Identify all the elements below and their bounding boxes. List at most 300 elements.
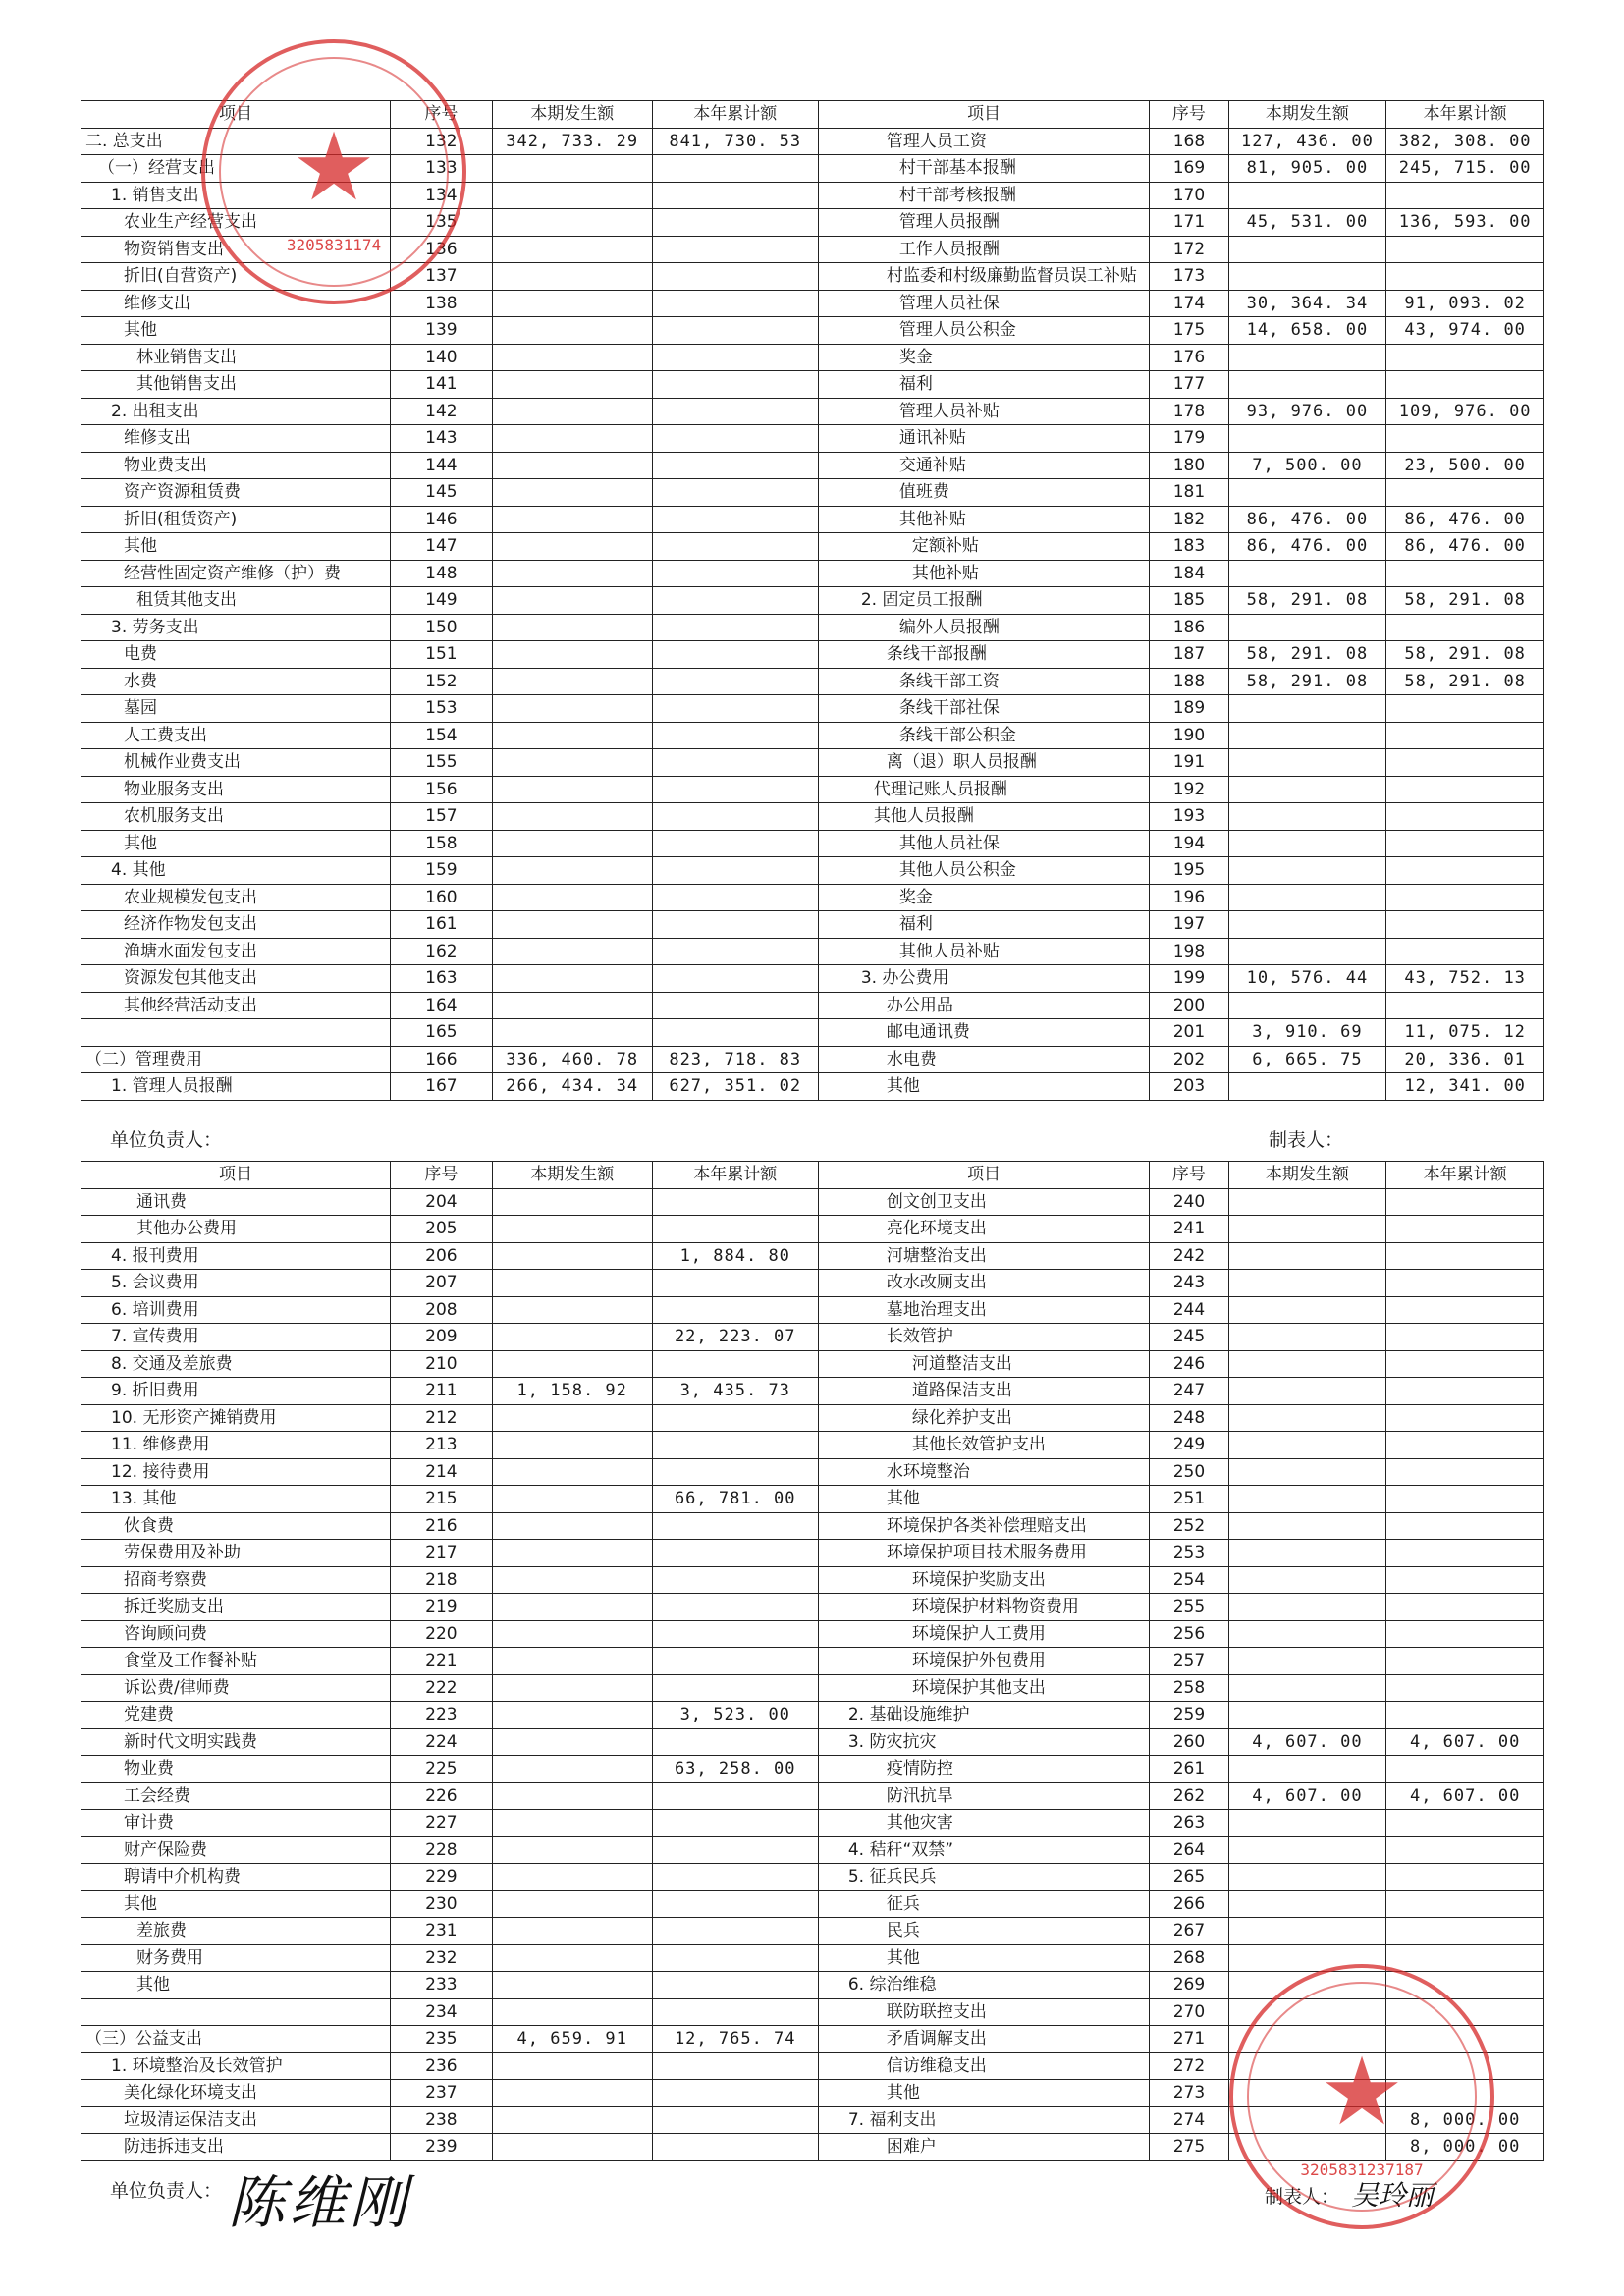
row-seq-number: 259 [1150, 1702, 1228, 1729]
table-row [81, 992, 1544, 1019]
row-ytd-amount [652, 749, 818, 777]
row-ytd-amount [1386, 371, 1544, 399]
row-item-label [81, 1019, 391, 1047]
row-seq-number: 217 [390, 1540, 492, 1567]
row-ytd-amount [652, 344, 818, 371]
row-period-amount [1228, 1242, 1386, 1270]
row-period-amount: 6, 665. 75 [1228, 1046, 1386, 1073]
row-item-label: 其他灾害 [818, 1810, 1149, 1837]
row-item-label: 其他 [81, 317, 391, 345]
row-ytd-amount [652, 1296, 818, 1324]
row-period-amount [492, 668, 652, 695]
row-item-label: 征兵 [818, 1890, 1149, 1918]
row-seq-number: 269 [1150, 1972, 1228, 1999]
row-period-amount [492, 1540, 652, 1567]
row-seq-number: 200 [1150, 992, 1228, 1019]
row-seq-number: 244 [1150, 1296, 1228, 1324]
row-item-label: 1. 管理人员报酬 [81, 1073, 391, 1101]
table-row [81, 1566, 1544, 1594]
row-ytd-amount [1386, 2080, 1544, 2107]
col-header-period: 本期发生额 [1228, 101, 1386, 129]
row-seq-number: 164 [390, 992, 492, 1019]
table-row [81, 1890, 1544, 1918]
expense-table-2 [81, 1161, 1544, 2161]
row-ytd-amount [1386, 560, 1544, 587]
row-ytd-amount [652, 1728, 818, 1756]
table-row [81, 209, 1544, 237]
row-period-amount [492, 641, 652, 669]
row-item-label: 招商考察费 [81, 1566, 391, 1594]
row-seq-number: 182 [1150, 506, 1228, 533]
row-seq-number: 219 [390, 1594, 492, 1621]
table-row [81, 884, 1544, 911]
row-seq-number: 168 [1150, 128, 1228, 155]
row-seq-number: 156 [390, 776, 492, 803]
row-period-amount [1228, 1594, 1386, 1621]
row-ytd-amount [652, 938, 818, 965]
row-seq-number: 250 [1150, 1458, 1228, 1486]
row-ytd-amount [652, 1864, 818, 1891]
row-ytd-amount [1386, 1756, 1544, 1783]
row-ytd-amount: 109, 976. 00 [1386, 398, 1544, 425]
row-period-amount [1228, 1702, 1386, 1729]
row-item-label: 长效管护 [818, 1324, 1149, 1351]
row-period-amount: 10, 576. 44 [1228, 965, 1386, 993]
row-period-amount [492, 317, 652, 345]
table-row [81, 911, 1544, 939]
row-seq-number: 230 [390, 1890, 492, 1918]
row-item-label: （一）经营支出 [81, 155, 391, 183]
unit-leader-label: 单位负责人： [110, 1129, 223, 1151]
row-item-label: 交通补贴 [818, 452, 1149, 479]
row-item-label: 物资销售支出 [81, 236, 391, 263]
row-item-label: 环境保护人工费用 [818, 1620, 1149, 1648]
row-seq-number: 181 [1150, 479, 1228, 507]
table-row [81, 1350, 1544, 1378]
row-ytd-amount [652, 1512, 818, 1540]
row-period-amount [1228, 2080, 1386, 2107]
row-item-label: 农业生产经营支出 [81, 209, 391, 237]
table-row [81, 857, 1544, 885]
row-item-label: 拆迁奖励支出 [81, 1594, 391, 1621]
row-item-label: 2. 出租支出 [81, 398, 391, 425]
row-item-label: 村干部基本报酬 [818, 155, 1149, 183]
row-item-label: 资产资源租赁费 [81, 479, 391, 507]
row-seq-number: 171 [1150, 209, 1228, 237]
row-period-amount: 4, 607. 00 [1228, 1782, 1386, 1810]
row-ytd-amount [652, 1270, 818, 1297]
row-item-label: 林业销售支出 [81, 344, 391, 371]
row-seq-number: 262 [1150, 1782, 1228, 1810]
table-row [81, 2106, 1544, 2134]
row-period-amount [492, 1188, 652, 1216]
row-seq-number: 215 [390, 1486, 492, 1513]
row-item-label: 垃圾清运保洁支出 [81, 2106, 391, 2134]
row-period-amount: 342, 733. 29 [492, 128, 652, 155]
row-period-amount [1228, 1378, 1386, 1405]
row-ytd-amount [652, 371, 818, 399]
row-period-amount: 93, 976. 00 [1228, 398, 1386, 425]
row-period-amount [492, 560, 652, 587]
row-seq-number: 178 [1150, 398, 1228, 425]
row-period-amount [1228, 1404, 1386, 1432]
row-seq-number: 167 [390, 1073, 492, 1101]
row-seq-number: 199 [1150, 965, 1228, 993]
row-period-amount [1228, 1350, 1386, 1378]
row-item-label: 条线干部社保 [818, 695, 1149, 723]
table-row [81, 1782, 1544, 1810]
row-ytd-amount [652, 1216, 818, 1243]
row-seq-number: 153 [390, 695, 492, 723]
table-row [81, 182, 1544, 209]
row-period-amount [492, 1566, 652, 1594]
row-seq-number: 216 [390, 1512, 492, 1540]
row-seq-number: 143 [390, 425, 492, 453]
row-item-label: 党建费 [81, 1702, 391, 1729]
row-item-label: 创文创卫支出 [818, 1188, 1149, 1216]
row-ytd-amount [652, 506, 818, 533]
table-row [81, 641, 1544, 669]
row-seq-number: 193 [1150, 803, 1228, 831]
col-header-seq: 序号 [390, 1162, 492, 1189]
table-row [81, 1810, 1544, 1837]
row-item-label: 2. 基础设施维护 [818, 1702, 1149, 1729]
row-seq-number: 238 [390, 2106, 492, 2134]
row-ytd-amount [1386, 1540, 1544, 1567]
row-item-label: 7. 福利支出 [818, 2106, 1149, 2134]
row-seq-number: 172 [1150, 236, 1228, 263]
row-ytd-amount [652, 722, 818, 749]
row-seq-number: 221 [390, 1648, 492, 1675]
row-ytd-amount [1386, 1674, 1544, 1702]
row-period-amount [1228, 884, 1386, 911]
table-row [81, 1756, 1544, 1783]
row-item-label: 管理人员补贴 [818, 398, 1149, 425]
row-period-amount [492, 1756, 652, 1783]
row-item-label: 维修支出 [81, 425, 391, 453]
row-period-amount [492, 884, 652, 911]
row-ytd-amount [652, 182, 818, 209]
row-item-label: 离（退）职人员报酬 [818, 749, 1149, 777]
row-item-label: 其他补贴 [818, 560, 1149, 587]
row-seq-number: 188 [1150, 668, 1228, 695]
row-period-amount: 58, 291. 08 [1228, 641, 1386, 669]
row-seq-number: 151 [390, 641, 492, 669]
row-item-label: 邮电通讯费 [818, 1019, 1149, 1047]
row-item-label: 10. 无形资产摊销费用 [81, 1404, 391, 1432]
table-header-row [81, 1162, 1544, 1189]
row-item-label: 村监委和村级廉勤监督员误工补贴 [818, 263, 1149, 291]
row-ytd-amount [652, 1594, 818, 1621]
row-item-label: 11. 维修费用 [81, 1432, 391, 1459]
row-item-label: 其他销售支出 [81, 371, 391, 399]
row-seq-number: 240 [1150, 1188, 1228, 1216]
row-ytd-amount [1386, 776, 1544, 803]
preparer-label: 制表人： [1265, 2186, 1340, 2208]
row-ytd-amount [1386, 803, 1544, 831]
row-ytd-amount [1386, 2052, 1544, 2080]
table-row [81, 155, 1544, 183]
row-seq-number: 220 [390, 1620, 492, 1648]
row-item-label: 管理人员工资 [818, 128, 1149, 155]
table-row [81, 1836, 1544, 1864]
row-ytd-amount [1386, 722, 1544, 749]
table-row [81, 1486, 1544, 1513]
row-period-amount [492, 1782, 652, 1810]
row-item-label: 其他 [818, 2080, 1149, 2107]
row-item-label: 美化绿化环境支出 [81, 2080, 391, 2107]
row-ytd-amount [652, 1972, 818, 1999]
row-ytd-amount [1386, 1324, 1544, 1351]
row-ytd-amount [1386, 1242, 1544, 1270]
row-ytd-amount [652, 857, 818, 885]
row-seq-number: 268 [1150, 1944, 1228, 1972]
row-period-amount [1228, 1944, 1386, 1972]
row-seq-number: 209 [390, 1324, 492, 1351]
row-item-label: （二）管理费用 [81, 1046, 391, 1073]
row-ytd-amount [1386, 1836, 1544, 1864]
row-ytd-amount [652, 290, 818, 317]
row-item-label: 环境保护外包费用 [818, 1648, 1149, 1675]
row-item-label: 人工费支出 [81, 722, 391, 749]
table-row [81, 1674, 1544, 1702]
row-period-amount [1228, 1324, 1386, 1351]
row-seq-number: 211 [390, 1378, 492, 1405]
row-item-label: 其他长效管护支出 [818, 1432, 1149, 1459]
row-seq-number: 189 [1150, 695, 1228, 723]
row-seq-number: 203 [1150, 1073, 1228, 1101]
row-period-amount: 58, 291. 08 [1228, 587, 1386, 615]
row-seq-number: 198 [1150, 938, 1228, 965]
row-item-label: 7. 宣传费用 [81, 1324, 391, 1351]
row-period-amount: 30, 364. 34 [1228, 290, 1386, 317]
row-ytd-amount [1386, 911, 1544, 939]
row-item-label: 差旅费 [81, 1918, 391, 1945]
row-period-amount [1228, 911, 1386, 939]
row-ytd-amount [1386, 1918, 1544, 1945]
row-period-amount: 86, 476. 00 [1228, 533, 1386, 561]
row-seq-number: 152 [390, 668, 492, 695]
col-header-item: 项目 [81, 1162, 391, 1189]
row-period-amount [1228, 722, 1386, 749]
row-ytd-amount: 382, 308. 00 [1386, 128, 1544, 155]
row-period-amount [492, 1864, 652, 1891]
table-row [81, 344, 1544, 371]
row-period-amount [1228, 1890, 1386, 1918]
row-ytd-amount [652, 1566, 818, 1594]
row-ytd-amount [652, 911, 818, 939]
row-ytd-amount [1386, 2026, 1544, 2053]
row-ytd-amount [652, 479, 818, 507]
row-ytd-amount [1386, 1864, 1544, 1891]
row-ytd-amount [652, 1540, 818, 1567]
seal-code: 3205831174 [286, 236, 382, 254]
row-period-amount [492, 1458, 652, 1486]
row-ytd-amount: 8, 000. 00 [1386, 2134, 1544, 2161]
row-ytd-amount: 1, 884. 80 [652, 1242, 818, 1270]
row-period-amount [1228, 1674, 1386, 1702]
row-period-amount [492, 1620, 652, 1648]
row-ytd-amount [1386, 1702, 1544, 1729]
row-seq-number: 191 [1150, 749, 1228, 777]
row-period-amount: 127, 436. 00 [1228, 128, 1386, 155]
row-period-amount [492, 155, 652, 183]
row-item-label: 其他 [81, 533, 391, 561]
leader-signature: 陈维刚 [228, 2169, 411, 2236]
row-seq-number: 264 [1150, 1836, 1228, 1864]
row-item-label: 疫情防控 [818, 1756, 1149, 1783]
row-seq-number: 137 [390, 263, 492, 291]
row-period-amount [1228, 938, 1386, 965]
row-seq-number: 210 [390, 1350, 492, 1378]
row-seq-number: 227 [390, 1810, 492, 1837]
row-item-label: 6. 综治维稳 [818, 1972, 1149, 1999]
row-seq-number: 251 [1150, 1486, 1228, 1513]
row-ytd-amount [1386, 830, 1544, 857]
row-seq-number: 213 [390, 1432, 492, 1459]
row-period-amount: 4, 607. 00 [1228, 1728, 1386, 1756]
row-period-amount [492, 2080, 652, 2107]
row-period-amount [1228, 1648, 1386, 1675]
row-seq-number: 206 [390, 1242, 492, 1270]
row-seq-number: 248 [1150, 1404, 1228, 1432]
row-period-amount [492, 533, 652, 561]
row-ytd-amount: 823, 718. 83 [652, 1046, 818, 1073]
row-item-label: 13. 其他 [81, 1486, 391, 1513]
row-period-amount [492, 803, 652, 831]
row-item-label: 防汛抗旱 [818, 1782, 1149, 1810]
row-seq-number: 241 [1150, 1216, 1228, 1243]
row-period-amount [492, 1324, 652, 1351]
row-seq-number: 229 [390, 1864, 492, 1891]
row-seq-number: 149 [390, 587, 492, 615]
row-item-label: 机械作业费支出 [81, 749, 391, 777]
row-ytd-amount [652, 1674, 818, 1702]
row-period-amount [492, 1674, 652, 1702]
row-item-label: 水费 [81, 668, 391, 695]
row-item-label: 水电费 [818, 1046, 1149, 1073]
row-item-label: 河道整洁支出 [818, 1350, 1149, 1378]
table-row [81, 533, 1544, 561]
row-ytd-amount [1386, 479, 1544, 507]
table-row [81, 1998, 1544, 2026]
row-seq-number: 274 [1150, 2106, 1228, 2134]
table-row [81, 1432, 1544, 1459]
row-ytd-amount: 86, 476. 00 [1386, 533, 1544, 561]
row-ytd-amount [652, 236, 818, 263]
table-row [81, 1378, 1544, 1405]
row-item-label: 8. 交通及差旅费 [81, 1350, 391, 1378]
row-item-label: 墓园 [81, 695, 391, 723]
table-row [81, 1864, 1544, 1891]
row-ytd-amount: 12, 341. 00 [1386, 1073, 1544, 1101]
row-seq-number: 239 [390, 2134, 492, 2161]
row-seq-number: 187 [1150, 641, 1228, 669]
row-seq-number: 179 [1150, 425, 1228, 453]
row-period-amount: 45, 531. 00 [1228, 209, 1386, 237]
row-ytd-amount [652, 614, 818, 641]
row-period-amount [1228, 1566, 1386, 1594]
row-seq-number: 266 [1150, 1890, 1228, 1918]
row-seq-number: 173 [1150, 263, 1228, 291]
table-row [81, 1270, 1544, 1297]
row-period-amount [1228, 1836, 1386, 1864]
row-period-amount [492, 2052, 652, 2080]
row-seq-number: 158 [390, 830, 492, 857]
row-period-amount [492, 1702, 652, 1729]
table-row [81, 1073, 1544, 1101]
row-seq-number: 180 [1150, 452, 1228, 479]
row-ytd-amount: 66, 781. 00 [652, 1486, 818, 1513]
table-row [81, 668, 1544, 695]
row-seq-number: 155 [390, 749, 492, 777]
row-period-amount [492, 1728, 652, 1756]
row-ytd-amount [1386, 1566, 1544, 1594]
row-item-label: 4. 秸秆“双禁” [818, 1836, 1149, 1864]
table-row [81, 452, 1544, 479]
row-seq-number: 271 [1150, 2026, 1228, 2053]
table-row [81, 1512, 1544, 1540]
row-seq-number: 222 [390, 1674, 492, 1702]
row-item-label: 审计费 [81, 1810, 391, 1837]
row-seq-number: 232 [390, 1944, 492, 1972]
row-period-amount [1228, 1998, 1386, 2026]
row-seq-number: 263 [1150, 1810, 1228, 1837]
row-ytd-amount [652, 695, 818, 723]
row-ytd-amount: 3, 523. 00 [652, 1702, 818, 1729]
row-item-label: 环境保护奖励支出 [818, 1566, 1149, 1594]
row-ytd-amount [1386, 1972, 1544, 1999]
row-ytd-amount [1386, 263, 1544, 291]
row-ytd-amount [652, 1458, 818, 1486]
row-ytd-amount [1386, 1890, 1544, 1918]
row-item-label: 工会经费 [81, 1782, 391, 1810]
row-period-amount [492, 830, 652, 857]
row-ytd-amount [1386, 1944, 1544, 1972]
row-period-amount [1228, 695, 1386, 723]
row-seq-number: 233 [390, 1972, 492, 1999]
row-period-amount [492, 1432, 652, 1459]
row-period-amount: 58, 291. 08 [1228, 668, 1386, 695]
row-period-amount [1228, 992, 1386, 1019]
row-period-amount [492, 236, 652, 263]
col-header-item: 项目 [818, 101, 1149, 129]
row-item-label: 奖金 [818, 344, 1149, 371]
row-seq-number: 138 [390, 290, 492, 317]
row-item-label: 信访维稳支出 [818, 2052, 1149, 2080]
row-item-label: 12. 接待费用 [81, 1458, 391, 1486]
row-period-amount [492, 1270, 652, 1297]
row-seq-number: 243 [1150, 1270, 1228, 1297]
row-period-amount [492, 425, 652, 453]
col-header-ytd: 本年累计额 [652, 101, 818, 129]
row-ytd-amount [652, 1782, 818, 1810]
row-item-label: 农机服务支出 [81, 803, 391, 831]
table-row [81, 965, 1544, 993]
row-ytd-amount [1386, 1594, 1544, 1621]
row-item-label: 维修支出 [81, 290, 391, 317]
row-ytd-amount [652, 587, 818, 615]
table-row [81, 371, 1544, 399]
row-period-amount [1228, 2106, 1386, 2134]
row-period-amount [1228, 479, 1386, 507]
row-ytd-amount [1386, 1486, 1544, 1513]
row-ytd-amount: 22, 223. 07 [652, 1324, 818, 1351]
row-item-label: 财务费用 [81, 1944, 391, 1972]
row-item-label: 4. 报刊费用 [81, 1242, 391, 1270]
row-ytd-amount [1386, 182, 1544, 209]
row-period-amount [492, 1296, 652, 1324]
